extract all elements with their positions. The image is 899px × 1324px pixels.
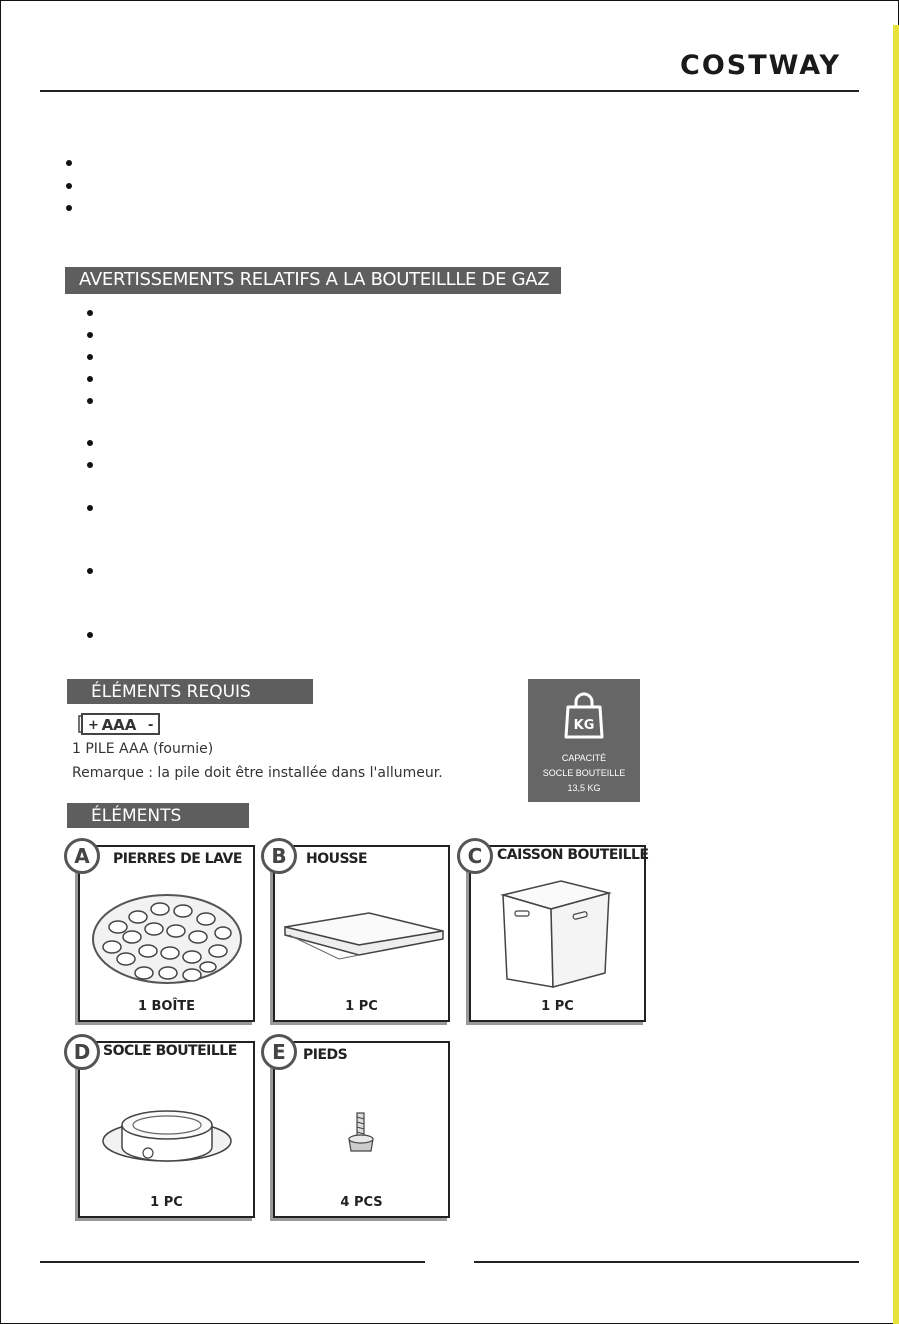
part-name-e: PIEDS	[303, 1047, 348, 1063]
footer-divider-left	[40, 1261, 425, 1263]
foot-screw-illustration	[343, 1111, 379, 1157]
part-card-e	[273, 1041, 450, 1218]
part-name-c: CAISSON BOUTEILLE	[497, 847, 649, 863]
part-card-d	[78, 1041, 255, 1218]
list-bullet	[87, 632, 93, 638]
part-qty: 1 PC	[541, 999, 574, 1014]
tank-base-illustration	[100, 1103, 235, 1173]
part-badge-e: E	[261, 1034, 297, 1070]
part-card-a	[78, 845, 255, 1022]
part-qty: 4 PCS	[340, 1195, 383, 1210]
part-name-d: SOCLE BOUTEILLE	[103, 1043, 237, 1059]
part-badge-b: B	[261, 838, 297, 874]
svg-text:+: +	[88, 718, 99, 733]
list-bullet	[87, 398, 93, 404]
part-qty: 1 PC	[150, 1195, 183, 1210]
list-bullet	[87, 505, 93, 511]
list-bullet	[66, 205, 72, 211]
battery-note: Remarque : la pile doit être installée dans l'allumeur.	[72, 765, 443, 781]
list-bullet	[87, 376, 93, 382]
costway-logo: COSTWAY	[680, 50, 842, 81]
part-badge-c: C	[457, 838, 493, 874]
part-name-a: PIERRES DE LAVE	[113, 851, 242, 867]
list-bullet	[87, 310, 93, 316]
weight-icon-text: KG	[573, 718, 595, 733]
list-bullet	[87, 354, 93, 360]
part-card-b	[273, 845, 450, 1022]
edge-accent-strip	[893, 25, 899, 1324]
list-bullet	[66, 183, 72, 189]
capacity-panel	[528, 679, 640, 802]
tank-box-illustration	[497, 875, 617, 991]
required-items-title: ÉLÉMENTS REQUIS	[67, 679, 313, 704]
cover-illustration	[279, 905, 445, 975]
weight-kg-icon	[564, 691, 604, 739]
part-badge-a: A	[64, 838, 100, 874]
list-bullet	[66, 160, 72, 166]
svg-text:-: -	[148, 718, 154, 733]
gas-warnings-title: AVERTISSEMENTS RELATIFS A LA BOUTEILLLE DE GAZ	[65, 267, 561, 294]
list-bullet	[87, 568, 93, 574]
list-bullet	[87, 332, 93, 338]
capacity-line2: SOCLE BOUTEILLE	[542, 768, 626, 778]
battery-label: AAA	[101, 716, 137, 734]
capacity-line1: CAPACITÉ	[561, 753, 607, 763]
list-bullet	[87, 462, 93, 468]
part-name-b: HOUSSE	[306, 851, 368, 867]
part-badge-d: D	[64, 1034, 100, 1070]
battery-line: 1 PILE AAA (fournie)	[72, 741, 214, 757]
header-divider	[40, 90, 859, 92]
part-card-c	[469, 845, 646, 1022]
parts-title: ÉLÉMENTS	[67, 803, 249, 828]
battery-icon	[78, 713, 160, 735]
footer-divider-right	[474, 1261, 859, 1263]
capacity-line3: 13,5 KG	[567, 783, 601, 793]
part-qty: 1 PC	[345, 999, 378, 1014]
list-bullet	[87, 440, 93, 446]
part-qty: 1 BOÎTE	[137, 999, 196, 1014]
lava-stones-illustration	[88, 887, 246, 987]
